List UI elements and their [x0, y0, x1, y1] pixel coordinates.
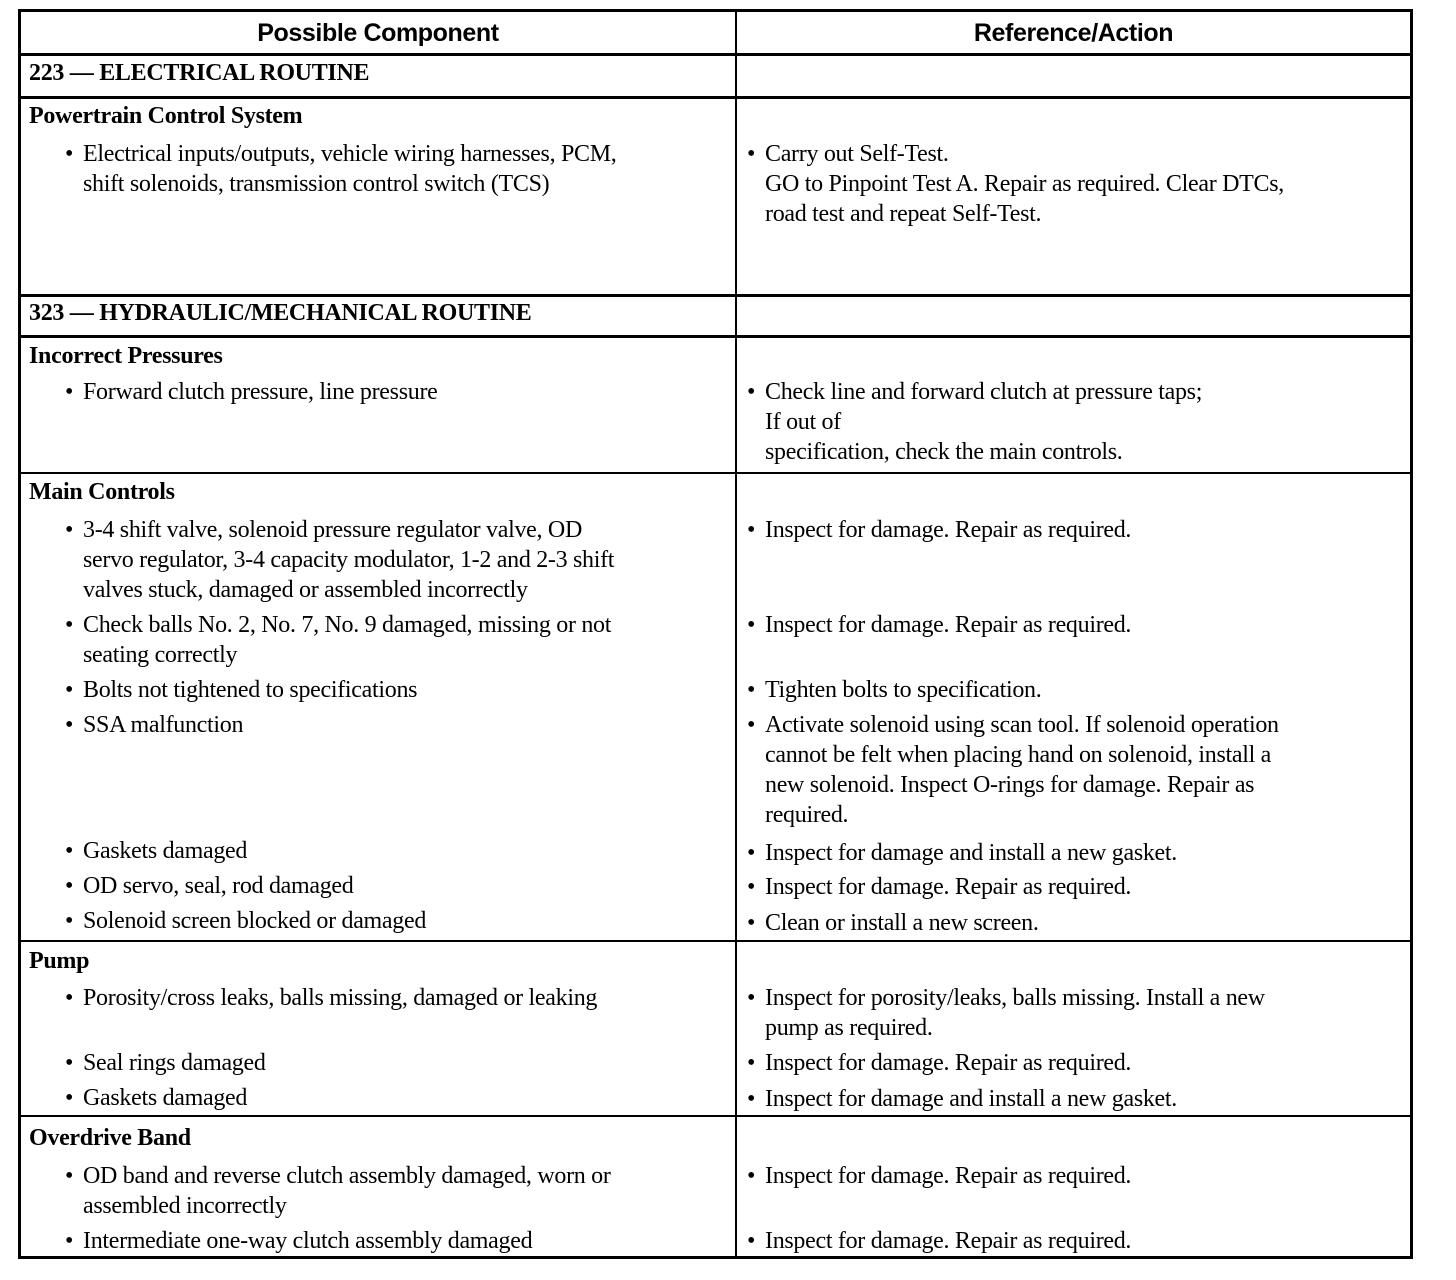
group-title-pressures: Incorrect Pressures: [29, 343, 223, 369]
component-text-line: shift solenoids, transmission control switch (TCS): [83, 171, 550, 197]
component-item: [65, 906, 727, 936]
action-item: [747, 710, 1397, 830]
action-text-line: • Inspect for damage. Repair as required.: [747, 517, 1132, 543]
action-text-line: specification, check the main controls.: [765, 439, 1123, 465]
action-text-line: cannot be felt when placing hand on solenoid, install a: [765, 742, 1272, 768]
action-item: [747, 377, 1397, 467]
bullet-icon: •: [747, 612, 756, 638]
component-item: [65, 675, 727, 705]
component-text-line: • SSA malfunction: [65, 712, 244, 738]
bullet-icon: •: [65, 908, 74, 934]
hydraulic-routine-title: 323 — HYDRAULIC/MECHANICAL ROUTINE: [29, 300, 532, 326]
component-text-line: seating correctly: [83, 642, 238, 668]
action-text-line: • Inspect for damage. Repair as required.: [747, 1228, 1132, 1254]
header-divider: [21, 53, 1410, 56]
column-header-action: Reference/Action: [973, 19, 1174, 47]
bullet-icon: •: [65, 985, 74, 1011]
bullet-icon: •: [747, 517, 756, 543]
component-item: [65, 515, 727, 605]
action-text-line: new solenoid. Inspect O-rings for damage. Repair as: [765, 772, 1255, 798]
component-text-line: • Electrical inputs/outputs, vehicle wiring harnesses, PCM,: [65, 141, 617, 167]
group-divider: [21, 1115, 1410, 1117]
group-title-powertrain: Powertrain Control System: [29, 103, 303, 129]
action-text-line: • Tighten bolts to specification.: [747, 677, 1042, 703]
bullet-icon: •: [747, 712, 756, 738]
bullet-icon: •: [65, 141, 74, 167]
bullet-icon: •: [747, 1086, 756, 1112]
bullet-icon: •: [65, 1228, 74, 1254]
action-item: [747, 515, 1397, 545]
group-title-main-controls: Main Controls: [29, 479, 175, 505]
component-text-line: • Check balls No. 2, No. 7, No. 9 damaged, missing or not: [65, 612, 612, 638]
bullet-icon: •: [747, 141, 756, 167]
component-item: [65, 1226, 727, 1256]
component-text-line: servo regulator, 3-4 capacity modulator, 1-2 and 2-3 shift: [83, 547, 615, 573]
component-item: [65, 139, 727, 199]
bullet-icon: •: [65, 838, 74, 864]
component-text-line: • Forward clutch pressure, line pressure: [65, 379, 438, 405]
action-item: [747, 139, 1397, 229]
group-divider: [21, 472, 1410, 474]
bullet-icon: •: [65, 712, 74, 738]
group-divider: [21, 940, 1410, 942]
component-item: [65, 377, 727, 407]
component-text-line: • Gaskets damaged: [65, 1085, 248, 1111]
component-item: [65, 1161, 727, 1221]
action-item: [747, 675, 1397, 705]
bullet-icon: •: [747, 1050, 756, 1076]
action-text-line: GO to Pinpoint Test A. Repair as required. Clear DTCs,: [765, 171, 1284, 197]
component-text-line: • Bolts not tightened to specifications: [65, 677, 418, 703]
component-text-line: • 3-4 shift valve, solenoid pressure regulator valve, OD: [65, 517, 582, 543]
component-item: [65, 871, 727, 901]
component-item: [65, 610, 727, 670]
bullet-icon: •: [65, 677, 74, 703]
action-item: [747, 838, 1397, 868]
bullet-icon: •: [65, 873, 74, 899]
bullet-icon: •: [747, 677, 756, 703]
routine-divider: [21, 96, 1410, 99]
component-text-line: • Porosity/cross leaks, balls missing, damaged or leaking: [65, 985, 598, 1011]
action-text-line: • Inspect for porosity/leaks, balls missing. Install a new: [747, 985, 1265, 1011]
bullet-icon: •: [65, 1163, 74, 1189]
bullet-icon: •: [747, 985, 756, 1011]
action-text-line: • Inspect for damage and install a new gasket.: [747, 840, 1177, 866]
action-text-line: • Inspect for damage. Repair as required.: [747, 1163, 1132, 1189]
bullet-icon: •: [747, 874, 756, 900]
column-header-component: Possible Component: [257, 19, 499, 47]
action-item: [747, 872, 1397, 902]
action-item: [747, 983, 1397, 1043]
action-item: [747, 1226, 1397, 1256]
electrical-routine-title: 223 — ELECTRICAL ROUTINE: [29, 60, 370, 86]
action-text-line: • Inspect for damage. Repair as required.: [747, 1050, 1132, 1076]
component-item: [65, 1083, 727, 1113]
column-divider: [735, 12, 737, 1256]
action-text-line: • Carry out Self-Test.: [747, 141, 949, 167]
action-text-line: pump as required.: [765, 1015, 933, 1041]
group-title-overdrive-band: Overdrive Band: [29, 1125, 191, 1151]
component-text-line: valves stuck, damaged or assembled incorrectly: [83, 577, 528, 603]
component-text-line: assembled incorrectly: [83, 1193, 287, 1219]
component-text-line: • Intermediate one-way clutch assembly damaged: [65, 1228, 533, 1254]
bullet-icon: •: [65, 1050, 74, 1076]
bullet-icon: •: [747, 1228, 756, 1254]
action-item: [747, 908, 1397, 938]
component-item: [65, 1048, 727, 1078]
action-text-line: • Inspect for damage. Repair as required.: [747, 874, 1132, 900]
action-text-line: road test and repeat Self-Test.: [765, 201, 1042, 227]
component-item: [65, 836, 727, 866]
bullet-icon: •: [747, 910, 756, 936]
action-text-line: • Clean or install a new screen.: [747, 910, 1039, 936]
component-text-line: • Seal rings damaged: [65, 1050, 266, 1076]
routine-divider: [21, 335, 1410, 338]
component-text-line: • OD servo, seal, rod damaged: [65, 873, 354, 899]
action-item: [747, 610, 1397, 640]
bullet-icon: •: [65, 1085, 74, 1111]
bullet-icon: •: [747, 840, 756, 866]
component-item: [65, 983, 727, 1013]
bullet-icon: •: [65, 612, 74, 638]
action-item: [747, 1161, 1397, 1191]
component-item: [65, 710, 727, 740]
action-text-line: • Check line and forward clutch at pressure taps;: [747, 379, 1203, 405]
action-item: [747, 1048, 1397, 1078]
bullet-icon: •: [65, 379, 74, 405]
action-item: [747, 1084, 1397, 1114]
diagnosis-table: [18, 9, 1413, 1259]
bullet-icon: •: [65, 517, 74, 543]
component-text-line: • Gaskets damaged: [65, 838, 248, 864]
component-text-line: • Solenoid screen blocked or damaged: [65, 908, 427, 934]
bullet-icon: •: [747, 379, 756, 405]
action-text-line: required.: [765, 802, 849, 828]
action-text-line: • Inspect for damage. Repair as required.: [747, 612, 1132, 638]
action-text-line: If out of: [765, 409, 841, 435]
section-divider: [21, 294, 1410, 297]
action-text-line: • Inspect for damage and install a new gasket.: [747, 1086, 1177, 1112]
component-text-line: • OD band and reverse clutch assembly damaged, worn or: [65, 1163, 611, 1189]
bullet-icon: •: [747, 1163, 756, 1189]
group-title-pump: Pump: [29, 948, 90, 974]
action-text-line: • Activate solenoid using scan tool. If solenoid operation: [747, 712, 1279, 738]
